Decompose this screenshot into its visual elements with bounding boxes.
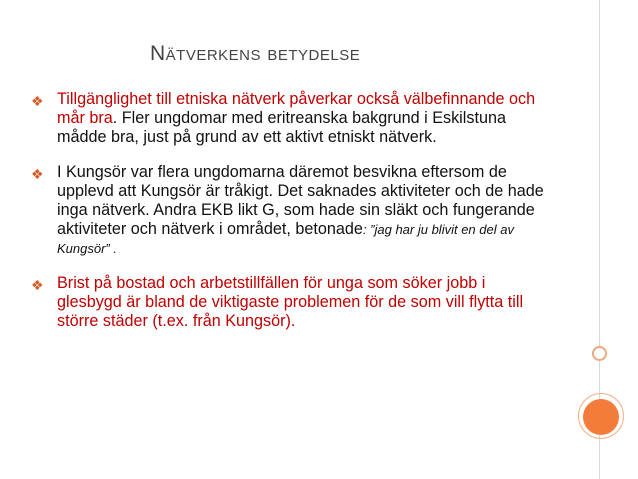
slide-title: Nätverkens betydelse bbox=[150, 42, 361, 65]
bullet-diamond-icon: ❖ bbox=[31, 276, 44, 293]
list-item bbox=[28, 90, 548, 148]
item-2-text: I Kungsör var flera ungdomarna däremot besvikna eftersom de upplevd att Kungsör är tråkigt. Det saknades aktiviteter och de hade inga nätverk. Andra EKB likt G, som hade sin släkt och fungerande aktiviteter och nätverk i området, betonade bbox=[57, 162, 544, 239]
decorative-orange-circle bbox=[583, 399, 619, 435]
item-2-quote: : ”jag har ju blivit en del av Kungsör” . bbox=[57, 222, 514, 257]
list-item bbox=[28, 274, 548, 332]
decorative-small-circle bbox=[592, 346, 607, 361]
item-3-red-text: Brist på bostad och arbetstillfällen för unga som söker jobb i glesbygd är bland de viktigaste problemen för de som vill flytta till större städer (t.ex. från Kungsör). bbox=[57, 273, 524, 331]
item-1-red-text: Tillgänglighet till etniska nätverk påverkar också välbefinnande och mår bra bbox=[57, 90, 536, 128]
list-item bbox=[28, 163, 548, 259]
bullet-diamond-icon: ❖ bbox=[31, 93, 44, 109]
item-1-text: . Fler ungdomar med eritreanska bakgrund i Eskilstuna mådde bra, just på grund av ett aktivt etniskt nätverk. bbox=[57, 109, 506, 147]
bullet-list bbox=[28, 90, 548, 346]
bullet-diamond-icon: ❖ bbox=[31, 165, 44, 182]
